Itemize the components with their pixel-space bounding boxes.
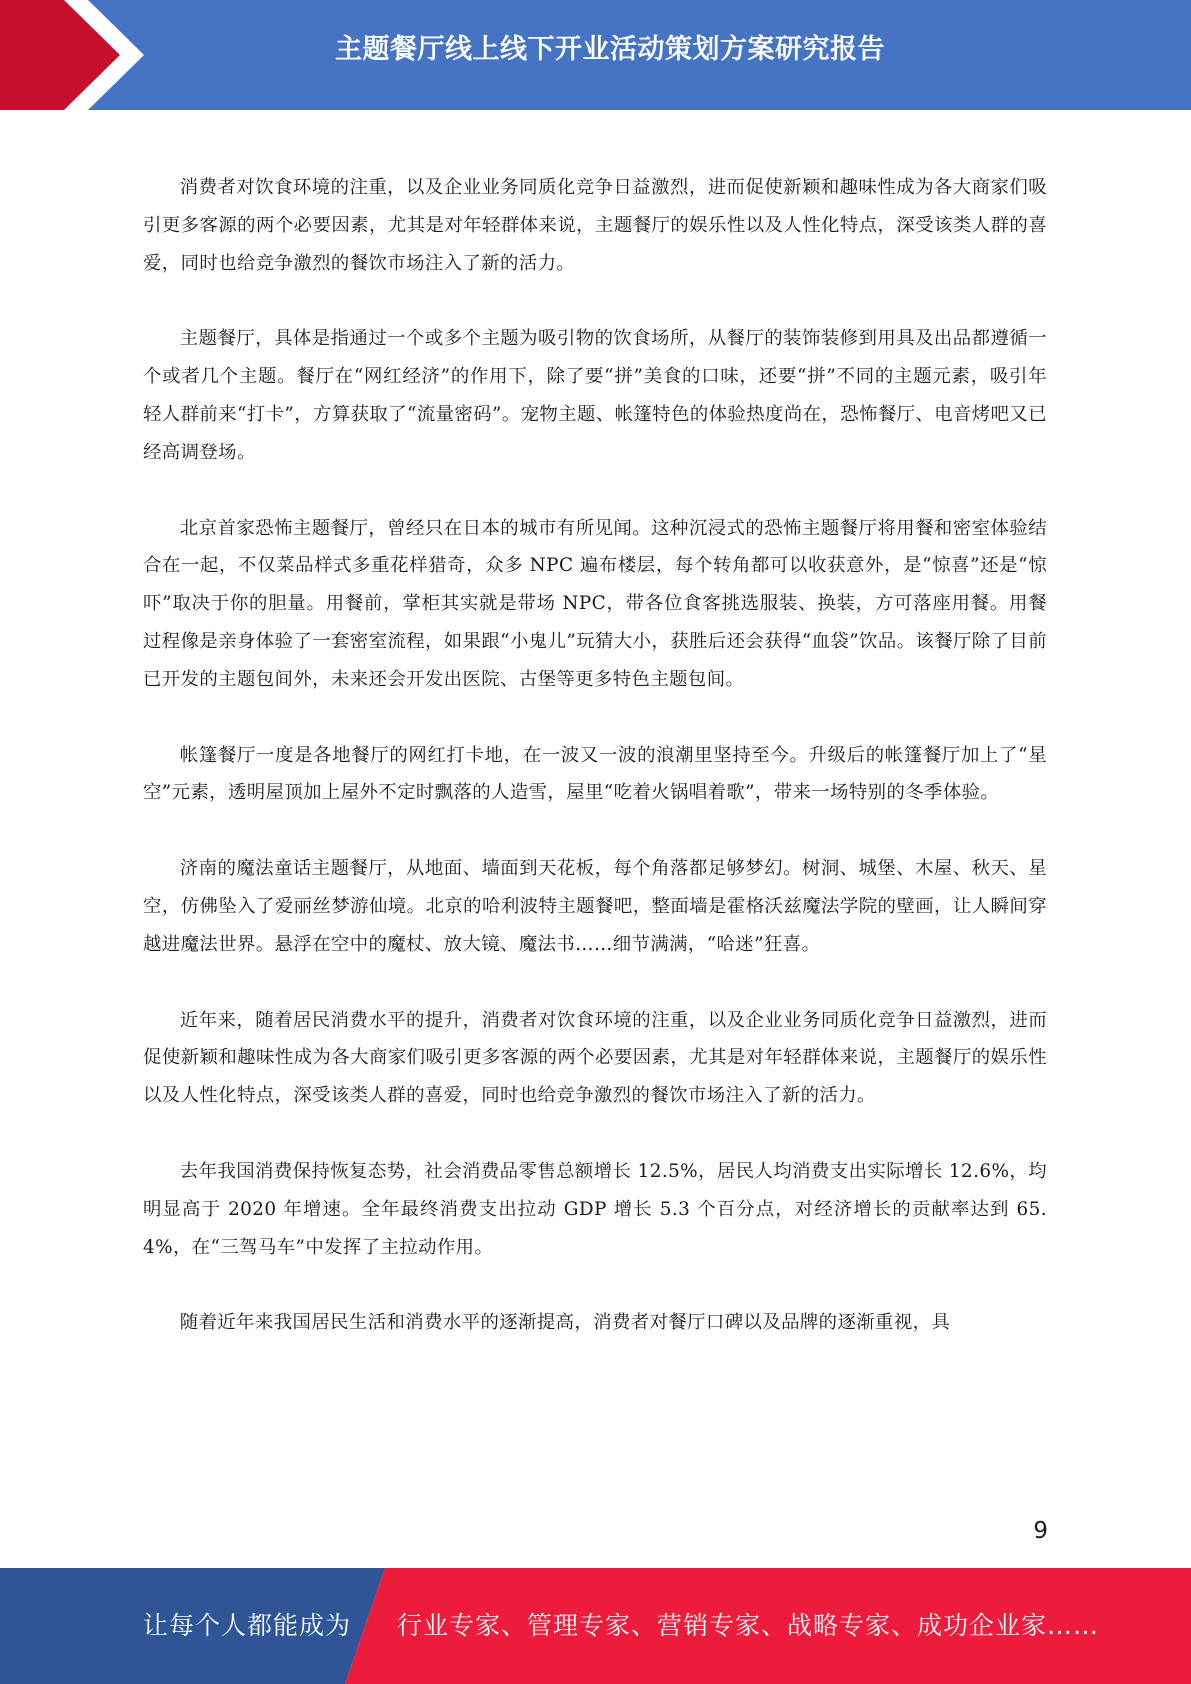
document-body [143,169,1047,1380]
footer-slogan-left: 让每个人都能成为 [143,1611,352,1640]
paragraph: 主题餐厅，具体是指通过一个或多个主题为吸引物的饮食场所，从餐厅的装饰装修到用具及出品都遵循一个或者几个主题。餐厅在“网红经济”的作用下，除了要“拼”美食的口味，还要“拼”不同的主题元素，吸引年轻人群前来“打卡”，方算获取了“流量密码”。宠物主题、帐篷特色的体验热度尚在，恐怖餐厅、电音烤吧又已经高调登场。 [143,328,1047,463]
document-title: 主题餐厅线上线下开业活动策划方案研究报告 [335,34,885,65]
paragraph: 北京首家恐怖主题餐厅，曾经只在日本的城市有所见闻。这种沉浸式的恐怖主题餐厅将用餐和密室体验结合在一起，不仅菜品样式多重花样猎奇，众多 NPC 遍布楼层，每个转角都可以收获意外，是“惊喜”还是“惊吓”取决于你的胆量。用餐前，掌柜其实就是带场 NPC，带各位食客挑选服装、换装，方可落座用餐。用餐过程像是亲身体验了一套密室流程，如果跟“小鬼儿”玩猜大小，获胜后还会获得“血袋”饮品。该餐厅除了目前已开发的主题包间外，未来还会开发出医院、古堡等更多特色主题包间。 [143,517,1047,690]
header-banner [0,0,1191,110]
footer-banner [0,1568,1191,1684]
paragraph: 随着近年来我国居民生活和消费水平的逐渐提高，消费者对餐厅口碑以及品牌的逐渐重视，具 [179,1312,951,1334]
paragraph: 消费者对饮食环境的注重，以及企业业务同质化竞争日益激烈，进而促使新颖和趣味性成为各大商家们吸引更多客源的两个必要因素，尤其是对年轻群体来说，主题餐厅的娱乐性以及人性化特点，深受该类人群的喜爱，同时也给竞争激烈的餐饮市场注入了新的活力。 [143,177,1047,274]
paragraph: 近年来，随着居民消费水平的提升，消费者对饮食环境的注重，以及企业业务同质化竞争日益激烈，进而促使新颖和趣味性成为各大商家们吸引更多客源的两个必要因素，尤其是对年轻群体来说，主题餐厅的娱乐性以及人性化特点，深受该类人群的喜爱，同时也给竞争激烈的餐饮市场注入了新的活力。 [143,1009,1047,1107]
header-arrow-decoration [0,0,160,110]
page-number: 9 [1033,1518,1048,1544]
paragraph: 去年我国消费保持恢复态势，社会消费品零售总额增长 12.5%，居民人均消费支出实际增长 12.6%，均明显高于 2020 年增速。全年最终消费支出拉动 GDP 增长 5.3 个百分点，对经济增长的贡献率达到 65.4%，在“三驾马车”中发挥了主拉动作用。 [143,1160,1047,1258]
paragraph: 济南的魔法童话主题餐厅，从地面、墙面到天花板，每个角落都足够梦幻。树洞、城堡、木屋、秋天、星空，仿佛坠入了爱丽丝梦游仙境。北京的哈利波特主题餐吧，整面墙是霍格沃兹魔法学院的壁画，让人瞬间穿越进魔法世界。悬浮在空中的魔杖、放大镜、魔法书……细节满满，“哈迷”狂喜。 [143,858,1047,955]
footer-slogan-right: 行业专家、管理专家、营销专家、战略专家、成功企业家…… [397,1611,1100,1640]
paragraph: 帐篷餐厅一度是各地餐厅的网红打卡地，在一波又一波的浪潮里坚持至今。升级后的帐篷餐厅加上了“星空”元素，透明屋顶加上屋外不定时飘落的人造雪，屋里“吃着火锅唱着歌”，带来一场特别的冬季体验。 [143,744,1047,804]
